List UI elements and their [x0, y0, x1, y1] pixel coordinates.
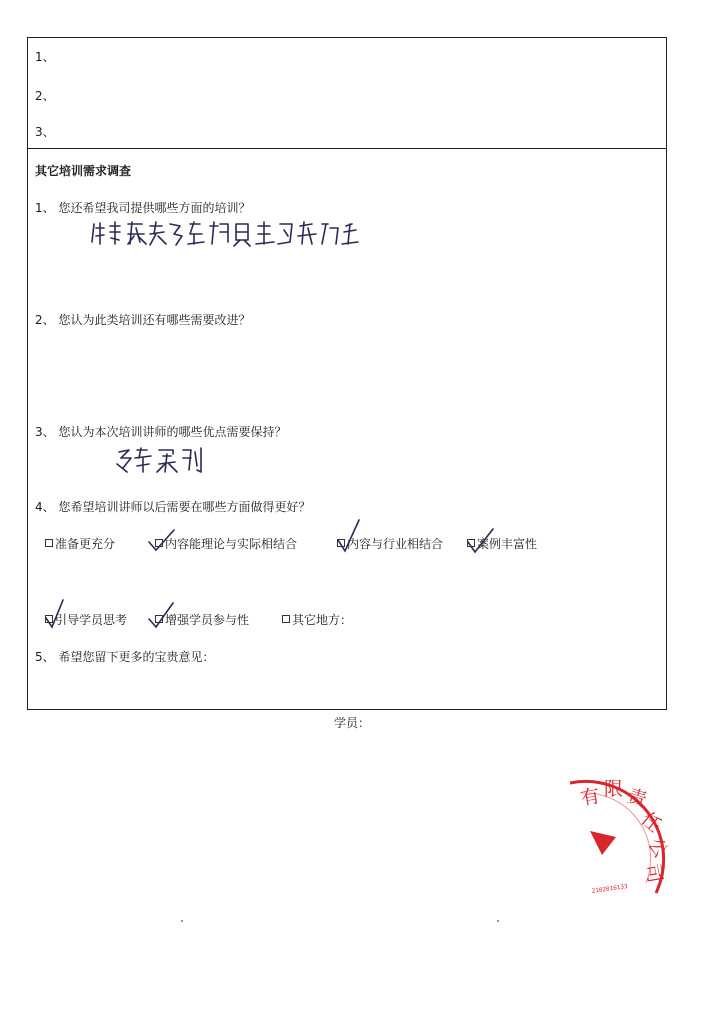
- option-label: 准备更充分: [55, 537, 116, 551]
- question-1: 1、 您还希望我司提供哪些方面的培训？: [35, 201, 251, 215]
- question-5: 5、 希望您留下更多的宝贵意见：: [35, 650, 215, 664]
- handwritten-answer-3: [115, 444, 207, 476]
- company-stamp: [560, 765, 680, 915]
- checkbox-icon: [282, 615, 290, 623]
- scan-speck: [497, 920, 499, 922]
- option-label: 其它地方：: [292, 613, 353, 627]
- option-label: 案例丰富性: [477, 537, 538, 551]
- section-divider: [27, 148, 667, 149]
- svg-text:有: 有: [579, 784, 602, 810]
- svg-text:任: 任: [636, 807, 666, 838]
- checkmark-icon: [335, 518, 365, 554]
- upper-list-item-2: 2、: [35, 89, 55, 103]
- checkbox-icon: [45, 539, 53, 547]
- option-other[interactable]: [282, 613, 352, 627]
- checkmark-icon: [146, 600, 176, 630]
- svg-text:限: 限: [604, 778, 624, 800]
- option-label: 增强学员参与性: [165, 613, 250, 627]
- handwritten-answer-1: [90, 218, 360, 250]
- star-icon: [590, 831, 616, 855]
- svg-text:公: 公: [643, 834, 673, 862]
- question-4: 4、 您希望培训讲师以后需要在哪些方面做得更好？: [35, 500, 311, 514]
- option-label: 内容与行业相结合: [347, 537, 444, 551]
- scan-speck: [181, 920, 183, 922]
- option-prepare-better[interactable]: [45, 537, 115, 551]
- form-frame: [27, 37, 667, 710]
- question-2: 2、 您认为此类培训还有哪些需要改进？: [35, 313, 251, 327]
- checkmark-icon: [43, 598, 69, 630]
- section-title: 其它培训需求调查: [35, 164, 132, 178]
- option-label: 内容能理论与实际相结合: [165, 537, 298, 551]
- option-theory-practice[interactable]: [155, 537, 297, 551]
- upper-list-item-1: 1、: [35, 50, 55, 64]
- checkmark-icon: [146, 528, 176, 554]
- signature-label: 学员：: [334, 716, 371, 730]
- checkmark-icon: [465, 525, 495, 555]
- svg-text:司: 司: [641, 862, 667, 885]
- upper-list-item-3: 3、: [35, 125, 55, 139]
- svg-text:责: 责: [624, 784, 650, 812]
- option-label: 引导学员思考: [55, 613, 128, 627]
- question-3: 3、 您认为本次培训讲师的哪些优点需要保持？: [35, 425, 287, 439]
- svg-text:2102016133: 2102016133: [591, 883, 629, 895]
